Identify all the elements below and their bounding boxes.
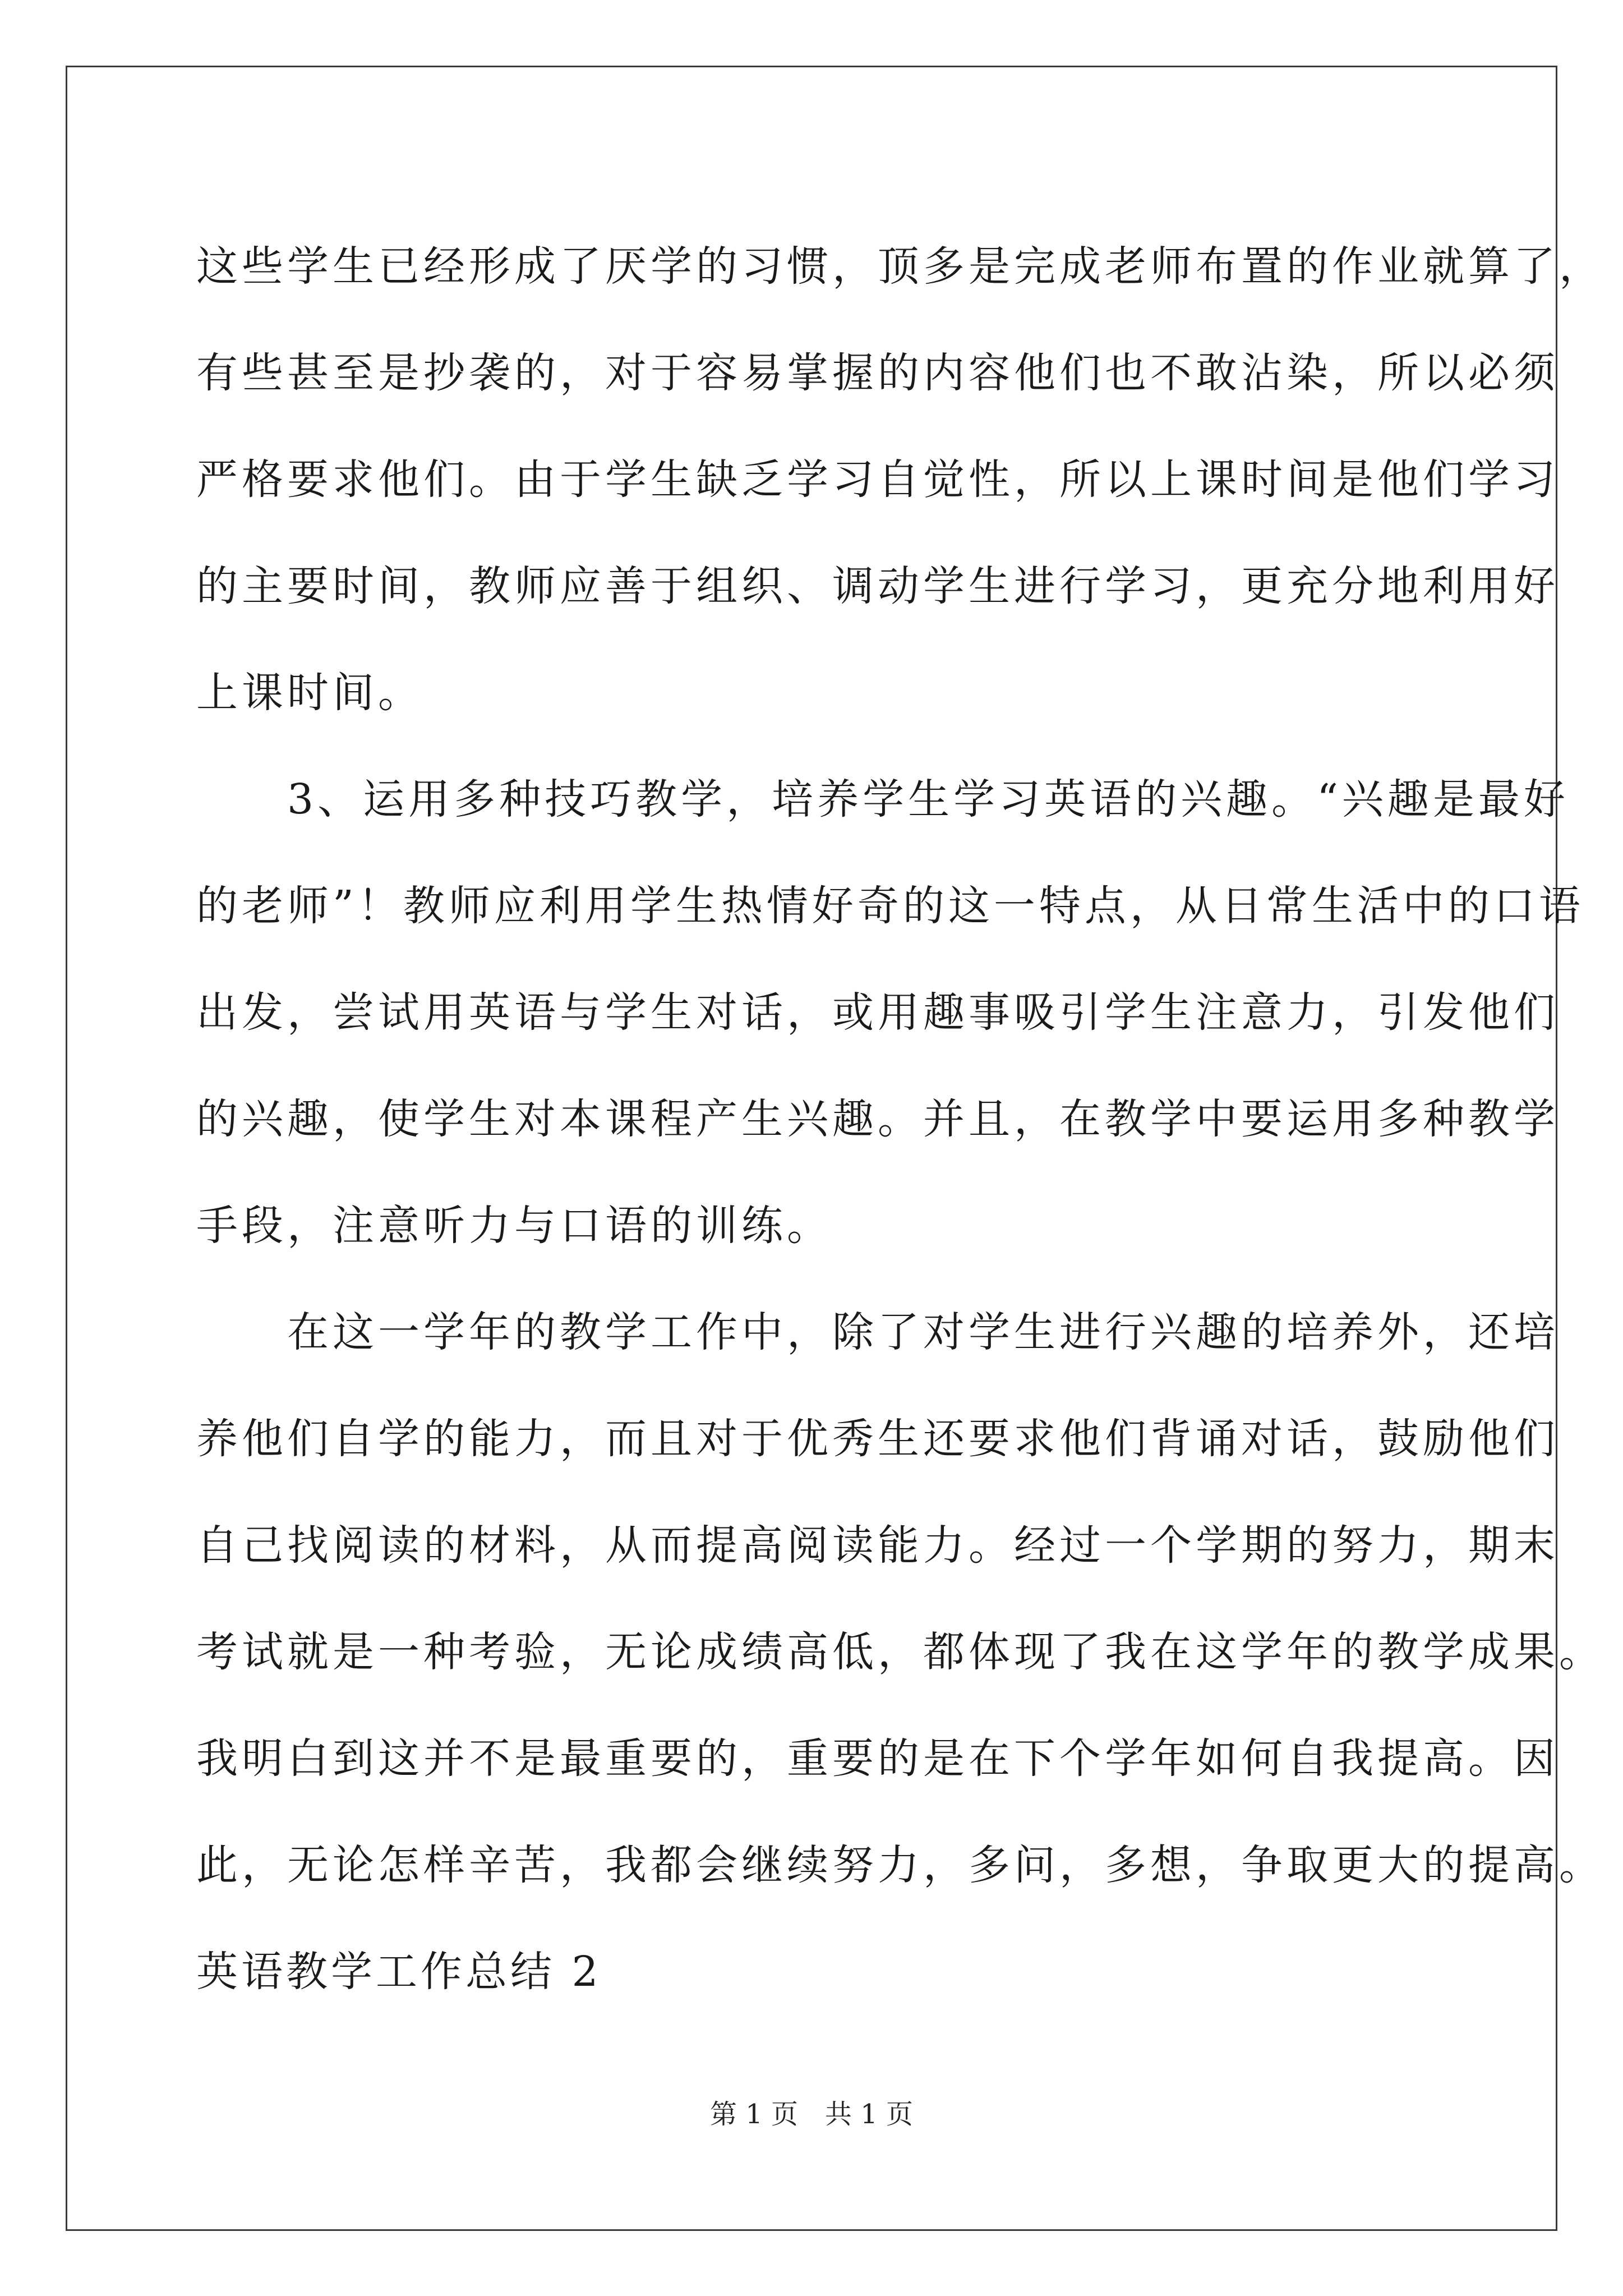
- text-line: 的老师”！教师应利用学生热情好奇的这一特点，从日常生活中的口语: [196, 882, 1584, 930]
- text-line: 自己找阅读的材料，从而提高阅读能力。经过一个学期的努力，期末: [196, 1521, 1559, 1570]
- text-line: 养他们自学的能力，而且对于优秀生还要求他们背诵对话，鼓励他们: [196, 1415, 1559, 1463]
- text-line: 出发，尝试用英语与学生对话，或用趣事吸引学生注意力，引发他们: [196, 988, 1559, 1037]
- text-line: 我明白到这并不是最重要的，重要的是在下个学年如何自我提高。因: [196, 1734, 1559, 1783]
- document-body: [196, 213, 1604, 2025]
- text-line: 严格要求他们。由于学生缺乏学习自觉性，所以上课时间是他们学习: [196, 455, 1559, 504]
- text-line: 上课时间。: [196, 669, 423, 717]
- text-line: 的主要时间，教师应善于组织、调动学生进行学习，更充分地利用好: [196, 562, 1559, 610]
- page-footer: 第 1 页 共 1 页: [709, 2099, 914, 2130]
- text-line: 考试就是一种考验，无论成绩高低，都体现了我在这学年的教学成果。: [196, 1628, 1604, 1676]
- text-line: 的兴趣，使学生对本课程产生兴趣。并且，在教学中要运用多种教学: [196, 1095, 1559, 1143]
- text-line: 3、运用多种技巧教学，培养学生学习英语的兴趣。“兴趣是最好: [196, 775, 1569, 823]
- text-line: 在这一学年的教学工作中，除了对学生进行兴趣的培养外，还培: [196, 1308, 1559, 1356]
- text-line: 这些学生已经形成了厌学的习惯，顶多是完成老师布置的作业就算了，: [196, 242, 1604, 291]
- text-line: 手段，注意听力与口语的训练。: [196, 1202, 832, 1250]
- text-line: 此，无论怎样辛苦，我都会继续努力，多问，多想，争取更大的提高。: [196, 1841, 1604, 1889]
- text-line: 有些甚至是抄袭的，对于容易掌握的内容他们也不敢沾染，所以必须: [196, 349, 1559, 397]
- section-heading: 英语教学工作总结 2: [196, 1948, 602, 1996]
